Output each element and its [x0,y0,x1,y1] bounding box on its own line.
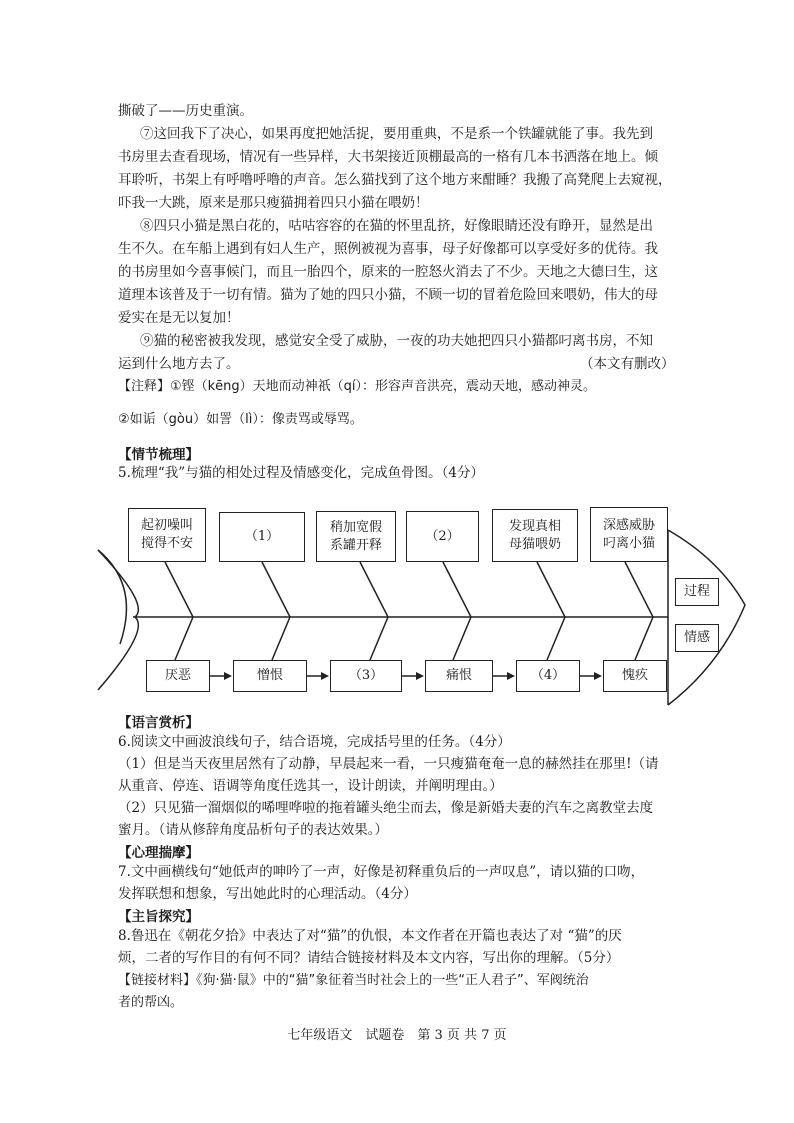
question-7-line: 7.文中画横线句“她低声的呻吟了一声，好像是初释重负后的一声叹息”，请以猫的口吻， [118,864,645,880]
section-heading-language: 【语言赏析】 [118,715,199,731]
process-box-2: （1） [219,512,305,562]
paragraph-line: ⑨猫的秘密被我发现，感觉安全受了威胁，一夜的功夫她把四只小猫都叼离书房，不知 [140,333,653,349]
link-material-line: 【链接材料】《狗·猫·鼠》中的“猫”象征着当时社会上的一些“正人君子”、军阀统治 [118,973,589,988]
fish-head [668,530,745,705]
label-emotion: 情感 [675,624,719,652]
process-box-1: 起初噪叫 搅得不安 [128,508,206,562]
page-footer: 七年级语文 试题卷 第 3 页 共 7 页 [287,1028,507,1043]
fish-tail-lower [98,617,138,690]
question-7-line: 发挥联想和想象，写出她此时的心理活动。（4分） [118,886,417,902]
paragraph-line: 道理本该普及于一切有情。猫为了她的四只小猫，不顾一切的冒着危险回来喂奶，伟大的母 [118,287,658,303]
question-6-2-line: （2）只见猫一溜烟似的唏哩哗啦的拖着罐头绝尘而去，像是新婚夫妻的汽车之离教堂去度 [118,800,654,816]
question-6-1-line: （1）但是当天夜里居然有了动静，早晨起来一看，一只瘦猫奄奄一息的赫然挂在那里!（请 [118,756,659,772]
passage-line: 撕破了——历史重演。 [118,103,253,119]
question-5: 5.梳理“我”与猫的相处过程及情感变化，完成鱼骨图。（4分） [118,465,485,481]
annotation-1: 【注释】①铿（kēng）天地而动神祇（qí）：形容声音洪亮，震动天地，感动神灵。 [118,379,597,394]
paragraph-line: 书房里去查看现场，情况有一些异样，大书架接近顶棚最高的一格有几本书洒落在地上。倾 [118,149,658,165]
paragraph-line: 的书房里如今喜事候门，而且一胎四个，原来的一腔怒火消去了不少。天地之大德曰生，这 [118,264,658,280]
paragraph-line: 爱实在是无以复加！ [118,310,240,326]
paragraph-line: ⑦这回我下了决心，如果再度把她活捉，要用重典，不是系一个铁罐就能了事。我先到 [140,126,653,142]
paragraph-line: 生不久。在车船上遇到有妇人生产，照例被视为喜事，母子好像都可以享受好多的优待。我 [118,241,658,257]
question-6: 6.阅读文中画波浪线句子，结合语境，完成括号里的任务。（4分） [118,734,511,750]
question-6-1-line: 从重音、停连、语调等角度任选其一，设计朗读，并阐明理由。） [118,778,503,794]
process-box-5: 发现真相 母猫喂奶 [492,509,578,562]
label-process: 过程 [675,578,719,606]
fish-tail-upper [98,550,126,644]
process-box-4: （2） [406,511,479,562]
paragraph-line: 运到什么地方去了。 [118,356,240,372]
paragraph-line: 吓我一大跳，原来是那只瘦猫拥着四只小猫在喂奶！ [118,195,429,211]
process-box-3: 稍加宽假 系罐开释 [316,511,396,562]
emotion-box-4: 痛恨 [425,660,493,692]
question-8-line: 烦，二者的写作目的有何不同？请结合链接材料及本文内容，写出你的理解。（5分） [118,950,620,966]
paragraph-line: ⑧四只小猫是黑白花的，咕咕容容的在猫的怀里乱挤，好像眼睛还没有睁开，显然是出 [140,218,653,234]
link-material-line: 者的帮凶。 [118,995,184,1010]
emotion-box-1: 厌恶 [146,660,210,692]
emotion-box-5: （4） [516,660,580,692]
emotion-box-6: 愧疚 [603,660,667,692]
section-heading-mind: 【心理揣摩】 [118,845,199,861]
question-6-2-line: 蜜月。（请从修辞角度品析句子的表达效果。） [118,822,388,838]
emotion-box-2: 憎恨 [233,660,307,692]
source-note: （本文有删改） [580,356,675,372]
section-heading-theme: 【主旨探究】 [118,909,199,925]
process-box-6: 深感威胁 叼离小猫 [590,507,668,562]
annotation-2: ②如诟（gòu）如詈（lì）：像责骂或辱骂。 [118,412,363,427]
question-8-line: 8.鲁迅在《朝花夕拾》中表达了对“猫”的仇恨，本文作者在开篇也表达了对 “猫”的厌 [118,928,622,944]
paragraph-line: 耳聆听，书架上有呼噜呼噜的声音。怎么猫找到了这个地方来酣睡？我搬了高凳爬上去窥视， [118,172,672,188]
section-heading-plot: 【情节梳理】 [118,447,199,463]
emotion-box-3: （3） [330,660,402,692]
